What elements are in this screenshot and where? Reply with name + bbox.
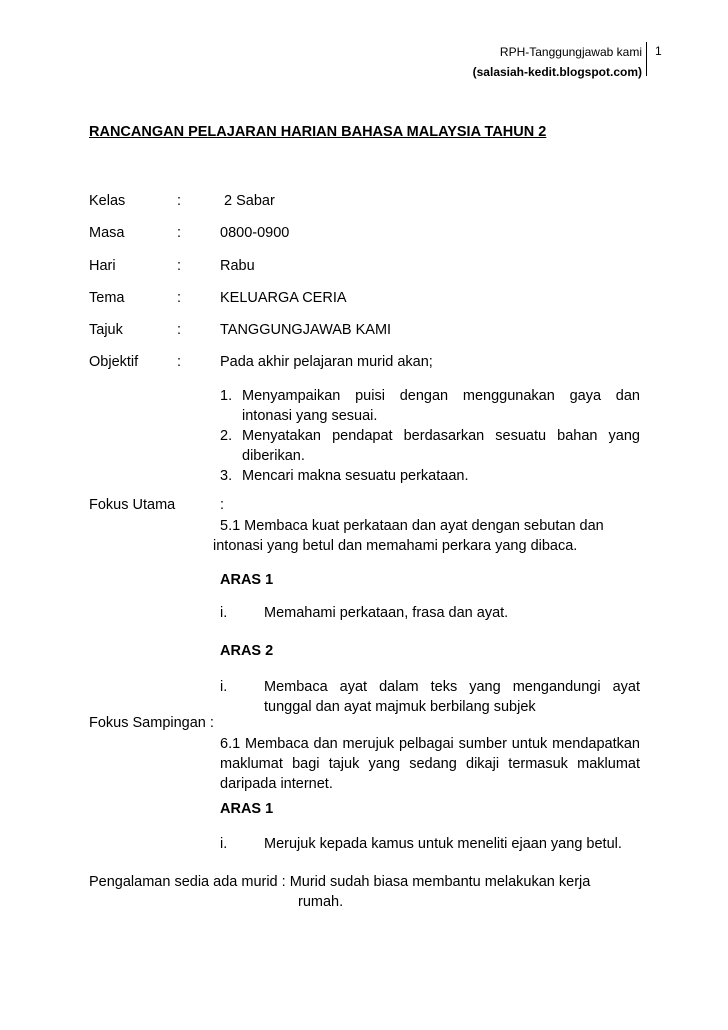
- pengalaman-line2: rumah.: [298, 894, 344, 910]
- aras-number: i.: [220, 836, 228, 852]
- field-value: Rabu: [220, 258, 255, 274]
- aras-text: Membaca ayat dalam teks yang mengandungi ayat tunggal dan ayat majmuk berbilang subjek: [264, 679, 640, 715]
- aras-heading: ARAS 1: [220, 572, 274, 588]
- aras-heading: ARAS 2: [220, 643, 274, 659]
- fokus-sampingan-label: Fokus Sampingan :: [89, 715, 214, 731]
- list-text: Mencari makna sesuatu perkataan.: [242, 468, 469, 484]
- list-item: [220, 386, 640, 426]
- aras-text: Merujuk kepada kamus untuk meneliti ejaan yang betul.: [264, 836, 622, 852]
- aras-number: i.: [220, 605, 228, 621]
- aras-item: [220, 605, 640, 621]
- aras-item: [220, 836, 640, 852]
- header-source: (salasiah-kedit.blogspot.com): [472, 65, 642, 79]
- field-value: KELUARGA CERIA: [220, 290, 347, 306]
- list-text: Menyampaikan puisi dengan menggunakan gaya dan intonasi yang sesuai.: [242, 388, 640, 424]
- field-value: Pada akhir pelajaran murid akan;: [220, 354, 433, 370]
- aras-item: [220, 677, 640, 717]
- field-label: Hari: [89, 258, 116, 274]
- list-item: [220, 466, 640, 486]
- fokus-utama-line1: 5.1 Membaca kuat perkataan dan ayat dengan sebutan dan: [220, 518, 604, 534]
- header-title: RPH-Tanggungjawab kami: [499, 45, 642, 59]
- list-number: 2.: [220, 428, 233, 444]
- list-number: 3.: [220, 468, 233, 484]
- fokus-sampingan-text: 6.1 Membaca dan merujuk pelbagai sumber untuk mendapatkan maklumat bagi tajuk yang sedang dikaji termasuk maklumat daripada internet.: [220, 736, 640, 792]
- field-colon: :: [177, 225, 182, 241]
- list-text: Menyatakan pendapat berdasarkan sesuatu bahan yang diberikan.: [242, 428, 640, 464]
- field-value: TANGGUNGJAWAB KAMI: [220, 322, 392, 338]
- field-value: 2 Sabar: [224, 193, 275, 209]
- document-title: RANCANGAN PELAJARAN HARIAN BAHASA MALAYSIA TAHUN 2: [89, 124, 547, 140]
- aras-heading: ARAS 1: [220, 801, 274, 817]
- field-label: Tema: [89, 290, 125, 306]
- field-colon: :: [177, 354, 182, 370]
- pengalaman-line1: Pengalaman sedia ada murid : Murid sudah biasa membantu melakukan kerja: [89, 874, 591, 890]
- objectives-list: [220, 386, 640, 486]
- list-item: [220, 426, 640, 466]
- fokus-utama-colon: :: [220, 497, 225, 513]
- field-colon: :: [177, 193, 182, 209]
- fokus-utama-line2: intonasi yang betul dan memahami perkara yang dibaca.: [213, 538, 578, 554]
- field-value: 0800-0900: [220, 225, 290, 241]
- field-label: Objektif: [89, 354, 139, 370]
- aras-text: Memahami perkataan, frasa dan ayat.: [264, 605, 509, 621]
- fokus-utama-label: Fokus Utama: [89, 497, 176, 513]
- list-number: 1.: [220, 388, 233, 404]
- field-colon: :: [177, 322, 182, 338]
- field-colon: :: [177, 290, 182, 306]
- page-number: 1: [655, 44, 662, 58]
- field-colon: :: [177, 258, 182, 274]
- field-label: Kelas: [89, 193, 126, 209]
- header-divider: [646, 42, 647, 76]
- field-label: Masa: [89, 225, 125, 241]
- field-label: Tajuk: [89, 322, 123, 338]
- aras-number: i.: [220, 679, 228, 695]
